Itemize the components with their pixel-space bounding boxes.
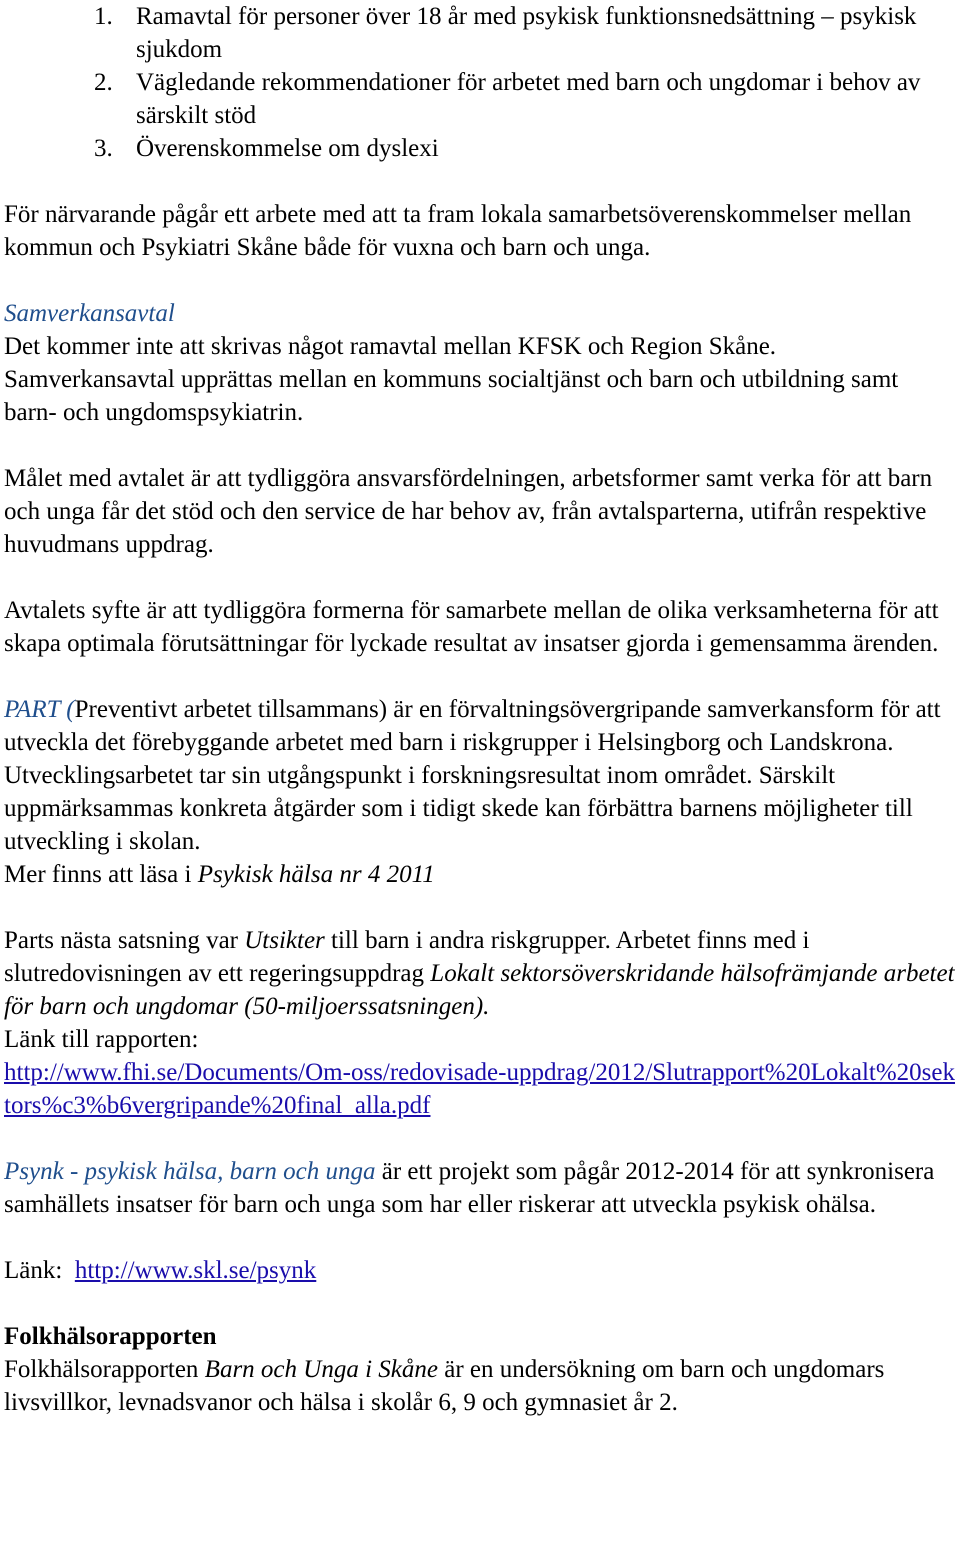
list-item xyxy=(94,132,956,165)
paragraph-syfte: Avtalets syfte är att tydliggöra formerna för samarbete mellan de olika verksamheterna för att skapa optimala förutsättningar för lyckade resultat av insatser gjorda i gemensamma ärenden. xyxy=(4,597,939,657)
list-item-text: Överenskommelse om dyslexi xyxy=(136,135,439,162)
psynk-link-label: Länk: xyxy=(4,1257,63,1284)
folk-report-title: Barn och Unga i Skåne xyxy=(204,1356,438,1383)
list-item xyxy=(94,0,956,66)
psynk-title: Psynk - psykisk hälsa, barn och unga xyxy=(4,1158,376,1185)
utsikter-text-1: Parts nästa satsning var xyxy=(4,927,245,954)
psynk-link[interactable]: http://www.skl.se/psynk xyxy=(74,1257,317,1284)
utsikter-title: Utsikter xyxy=(244,927,325,954)
part-more-prefix: Mer finns att läsa i xyxy=(4,861,198,888)
samverkansavtal-line1: Det kommer inte att skrivas något ramavtal mellan KFSK och Region Skåne. xyxy=(4,333,777,360)
paragraph-psynk xyxy=(4,1155,956,1221)
agreement-list xyxy=(4,0,956,165)
utsikter-report-title: Lokalt sektorsöverskridande hälsofrämjande arbetet för barn och ungdomar (50-miljoerssatsningen). xyxy=(4,960,955,1020)
psynk-link-row xyxy=(4,1254,956,1287)
list-item-text: Vägledande rekommendationer för arbetet med barn och ungdomar i behov av särskilt stöd xyxy=(136,69,921,129)
report-link-label: Länk till rapporten: xyxy=(4,1026,199,1053)
utsikter-text-2: till barn i andra riskgrupper. Arbetet finns med i slutredovisningen av ett regeringsuppdrag xyxy=(4,927,810,987)
samverkansavtal-line2: Samverkansavtal upprättas mellan en kommuns socialtjänst och barn och utbildning samt barn- och ungdomspsykiatrin. xyxy=(4,366,899,426)
folk-text-2: är en undersökning om barn och ungdomars livsvillkor, levnadsvanor och hälsa i skolår 6, 9 och gymnasiet år 2. xyxy=(4,1356,885,1416)
list-number: 1. xyxy=(94,3,113,30)
part-label: PART ( xyxy=(4,696,75,723)
report-link-block xyxy=(4,1056,956,1122)
part-more-ref: Psykisk hälsa nr 4 2011 xyxy=(197,861,435,888)
paragraph-folkhalsorapporten xyxy=(4,1353,956,1419)
paragraph-malet: Målet med avtalet är att tydliggöra ansvarsfördelningen, arbetsformer samt verka för att barn och unga får det stöd och den service de har behov av, från avtalsparterna, utifrån respektive huvudmans uppdrag. xyxy=(4,465,933,558)
paragraph-part xyxy=(4,693,956,858)
part-text: Preventivt arbetet tillsammans) är en förvaltningsövergripande samverkansform för att utveckla det förebyggande arbetet med barn i riskgrupper i Helsingborg och Landskrona. Utvecklingsarbetet tar sin utgångspunkt i forskningsresultat inom området. Särskilt uppmärksammas konkreta åtgärder som i tidigt skede kan förbättra barnens möjligheter till utveckling i skolan. xyxy=(4,696,941,855)
paragraph-utsikter xyxy=(4,924,956,1023)
report-link[interactable]: http://www.fhi.se/Documents/Om-oss/redovisade-uppdrag/2012/Slutrapport%20Lokalt%20sektors%c3%b6vergripande%20final_alla.pdf xyxy=(4,1059,956,1119)
psynk-text: är ett projekt som pågår 2012-2014 för att synkronisera samhällets insatser för barn och unga som har eller riskerar att utveckla psykisk ohälsa. xyxy=(4,1158,935,1218)
folkhalsorapporten-heading: Folkhälsorapporten xyxy=(4,1323,217,1350)
samverkansavtal-heading: Samverkansavtal xyxy=(4,300,175,327)
paragraph-lokala: För närvarande pågår ett arbete med att ta fram lokala samarbetsöverenskommelser mellan kommun och Psykiatri Skåne både för vuxna och barn och unga. xyxy=(4,201,912,261)
list-item-text: Ramavtal för personer över 18 år med psykisk funktionsnedsättning – psykisk sjukdom xyxy=(136,3,917,63)
folk-text-1: Folkhälsorapporten xyxy=(4,1356,205,1383)
list-number: 2. xyxy=(94,69,113,96)
list-number: 3. xyxy=(94,135,113,162)
part-more xyxy=(4,858,956,891)
list-item xyxy=(94,66,956,132)
